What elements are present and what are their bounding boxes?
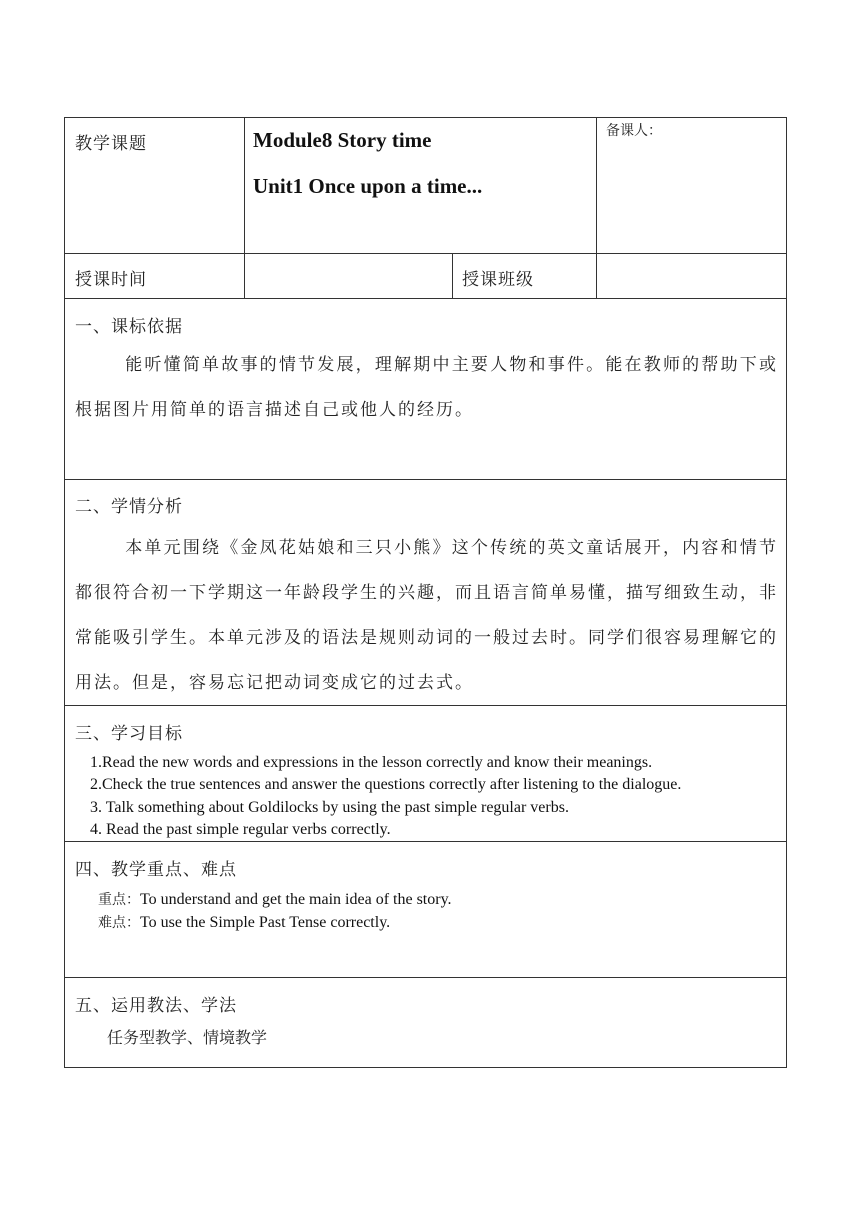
difficulty-line xyxy=(98,912,390,932)
row-divider xyxy=(64,298,787,299)
focus-label: 重点： xyxy=(98,892,140,908)
curriculum-text: 能听懂简单故事的情节发展，理解期中主要人物和事件。能在教师的帮助下或根据图片用简单的语言描述自己或他人的经历。 xyxy=(75,355,778,420)
analysis-heading: 二、学情分析 xyxy=(75,497,183,517)
column-divider xyxy=(596,117,597,298)
unit-title: Unit1 Once upon a time... xyxy=(253,174,483,198)
column-divider xyxy=(244,117,245,298)
analysis-paragraph xyxy=(75,526,778,706)
class-label: 授课班级 xyxy=(462,270,534,290)
objectives-heading: 三、学习目标 xyxy=(75,724,183,744)
module-title: Module8 Story time xyxy=(253,128,432,152)
preparer-label: 备课人： xyxy=(606,123,662,139)
column-divider xyxy=(452,253,453,298)
difficulty-label: 难点： xyxy=(98,915,140,931)
objective-item: 3. Talk something about Goldilocks by using the past simple regular verbs. xyxy=(90,799,569,816)
row-divider xyxy=(64,479,787,480)
subject-label: 教学课题 xyxy=(75,134,147,154)
objective-item: 2.Check the true sentences and answer the questions correctly after listening to the dialogue. xyxy=(90,776,682,793)
curriculum-heading: 一、课标依据 xyxy=(75,317,183,337)
objective-item: 1.Read the new words and expressions in the lesson correctly and know their meanings. xyxy=(90,754,653,771)
objective-item: 4. Read the past simple regular verbs correctly. xyxy=(90,821,391,838)
difficulty-text: To use the Simple Past Tense correctly. xyxy=(140,914,391,931)
focus-text: To understand and get the main idea of the story. xyxy=(140,891,452,908)
curriculum-paragraph xyxy=(75,343,778,433)
key-points-heading: 四、教学重点、难点 xyxy=(75,860,237,880)
row-divider xyxy=(64,977,787,978)
focus-line xyxy=(98,889,452,909)
methods-text: 任务型教学、情境教学 xyxy=(107,1028,268,1047)
analysis-text: 本单元围绕《金凤花姑娘和三只小熊》这个传统的英文童话展开，内容和情节都很符合初一下学期这一年龄段学生的兴趣，而且语言简单易懂，描写细致生动，非常能吸引学生。本单元涉及的语法是规则动词的一般过去时。同学们很容易理解它的用法。但是，容易忘记把动词变成它的过去式。 xyxy=(75,538,778,693)
time-label: 授课时间 xyxy=(75,270,147,290)
row-divider xyxy=(64,841,787,842)
row-divider xyxy=(64,253,787,254)
methods-heading: 五、运用教法、学法 xyxy=(75,996,237,1016)
